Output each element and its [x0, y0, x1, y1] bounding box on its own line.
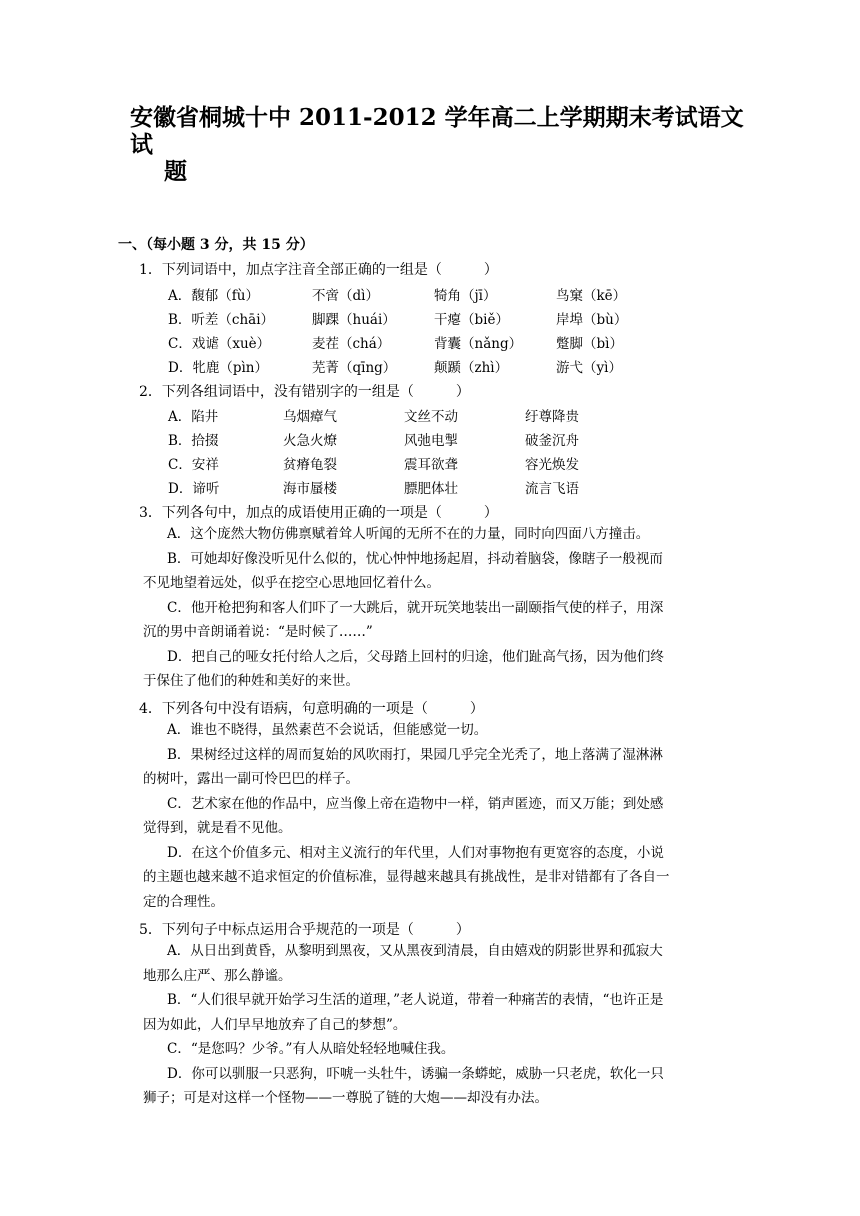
q5-option-b-line1: B．“人们很早就开始学习生活的道理，”老人说道，带着一种痛苦的表情，“也许正是 [167, 992, 664, 1008]
title-line-2: 题 [164, 158, 187, 185]
q2-c-4: 容光焕发 [525, 457, 579, 473]
q1-c-3: 背囊（nǎng） [434, 336, 523, 352]
q4-option-d-line2: 的主题也越来越不追求恒定的价值标准，显得越来越具有挑战性，是非对错都有了各自一 [143, 869, 670, 885]
section-heading: 一、（每小题 3 分，共 15 分） [118, 237, 314, 253]
q5-options [143, 939, 733, 1111]
q1-stem: 1．下列词语中，加点字注音全部正确的一组是（ ） [139, 262, 498, 278]
q3-option-d-line2: 于保住了他们的种姓和美好的来世。 [143, 673, 359, 689]
q2-d-1: D．谛听 [168, 481, 220, 497]
q2-a-2: 乌烟瘴气 [283, 409, 337, 425]
q2-b-1: B．拾掇 [168, 433, 219, 449]
q2-d-2: 海市蜃楼 [283, 481, 337, 497]
q2-a-3: 文丝不动 [404, 409, 458, 425]
title-line-1: 安徽省桐城十中 2011-2012 学年高二上学期期末考试语文试 [130, 104, 744, 158]
q2-a-1: A．陷井 [168, 409, 219, 425]
q1-a-3: 犄角（jī） [434, 288, 497, 304]
q1-d-4: 游弋（yì） [556, 360, 622, 376]
q2-c-1: C．安祥 [168, 457, 219, 473]
q3-option-a: A．这个庞然大物仿佛禀赋着耸人听闻的无所不在的力量，同时向四面八方撞击。 [167, 526, 650, 542]
q1-a-1: A．馥郁（fù） [168, 288, 259, 304]
q2-d-3: 膘肥体壮 [404, 481, 458, 497]
q5-option-d-line2: 狮子；可是对这样一个怪物——一尊脱了链的大炮——却没有办法。 [143, 1090, 548, 1106]
q2-c-3: 震耳欲聋 [404, 457, 458, 473]
q5-option-c: C．“是您吗？少爷。”有人从暗处轻轻地喊住我。 [167, 1041, 455, 1057]
q4-option-c-line2: 觉得到，就是看不见他。 [143, 820, 292, 836]
q3-option-d-line1: D．把自己的哑女托付给人之后，父母踏上回村的归途，他们趾高气扬，因为他们终 [167, 648, 664, 665]
q1-a-4: 鸟窠（kē） [556, 288, 627, 304]
q4-option-b-line2: 的树叶，露出一副可怜巴巴的样子。 [143, 771, 359, 787]
q3-stem: 3．下列各句中，加点的成语使用正确的一项是（ ） [139, 505, 498, 521]
q1-d-2: 芜菁（qīng） [312, 360, 397, 376]
q1-b-4: 岸埠（bù） [556, 312, 628, 328]
q4-option-d-line1: D．在这个价值多元、相对主义流行的年代里，人们对事物抱有更宽容的态度，小说 [167, 844, 664, 861]
q4-option-b-line1: B．果树经过这样的周而复始的风吹雨打，果园几乎完全光秃了，地上落满了湿淋淋 [167, 746, 663, 763]
q2-a-4: 纡尊降贵 [525, 409, 579, 425]
q1-d-1: D．牝鹿（pìn） [168, 360, 268, 376]
q3-option-b-line2: 不见地望着远处，似乎在挖空心思地回忆着什么。 [143, 575, 440, 591]
q5-option-a-line2: 地那么庄严、那么静谧。 [143, 967, 292, 984]
q4-option-c-line1: C．艺术家在他的作品中，应当像上帝在造物中一样，销声匿迹，而又万能；到处感 [167, 795, 664, 812]
page-title [130, 104, 750, 185]
q5-option-a-line1: A．从日出到黄昏，从黎明到黑夜，又从黑夜到清晨，自由嬉戏的阴影世界和孤寂大 [167, 943, 663, 959]
q3-option-b-line1: B．可她却好像没听见什么似的，忧心忡忡地扬起眉，抖动着脑袋，像瞎子一般视而 [167, 550, 663, 567]
q2-b-2: 火急火燎 [283, 433, 337, 449]
q4-option-a: A．谁也不晓得，虽然素芭不会说话，但能感觉一切。 [167, 722, 488, 738]
q4-options [143, 718, 733, 914]
q5-stem: 5．下列句子中标点运用合乎规范的一项是（ ） [139, 922, 470, 938]
q4-option-d-line3: 定的合理性。 [143, 893, 224, 910]
q1-b-1: B．听差（chāi） [168, 312, 275, 328]
q2-d-4: 流言飞语 [525, 481, 579, 497]
q2-c-2: 贫瘠龟裂 [283, 457, 337, 473]
q3-option-c-line1: C．他开枪把狗和客人们吓了一大跳后，就开玩笑地装出一副颐指气使的样子，用深 [167, 599, 664, 616]
q4-stem: 4．下列各句中没有语病，句意明确的一项是（ ） [139, 701, 484, 717]
q1-b-3: 干瘪（biě） [434, 312, 509, 328]
q1-d-3: 颠踬（zhì） [434, 360, 509, 376]
q3-options [143, 522, 733, 694]
q5-option-d-line1: D．你可以驯服一只恶狗，吓唬一头牡牛，诱骗一条蟒蛇，威胁一只老虎，软化一只 [167, 1065, 664, 1082]
q2-b-3: 风弛电掣 [404, 433, 458, 449]
q1-c-1: C．戏谑（xuè） [168, 336, 271, 352]
q3-option-c-line2: 沉的男中音朗诵着说：“是时候了……” [143, 624, 373, 640]
q1-c-2: 麦茬（chá） [312, 336, 391, 352]
q1-b-2: 脚踝（huái） [312, 312, 396, 328]
q1-c-4: 蹩脚（bì） [556, 336, 623, 352]
q1-a-2: 不啻（dì） [312, 288, 379, 304]
q2-b-4: 破釜沉舟 [525, 433, 579, 449]
q5-option-b-line2: 因为如此，人们早早地放弃了自己的梦想”。 [143, 1016, 407, 1033]
q2-stem: 2．下列各组词语中，没有错别字的一组是（ ） [139, 384, 470, 400]
